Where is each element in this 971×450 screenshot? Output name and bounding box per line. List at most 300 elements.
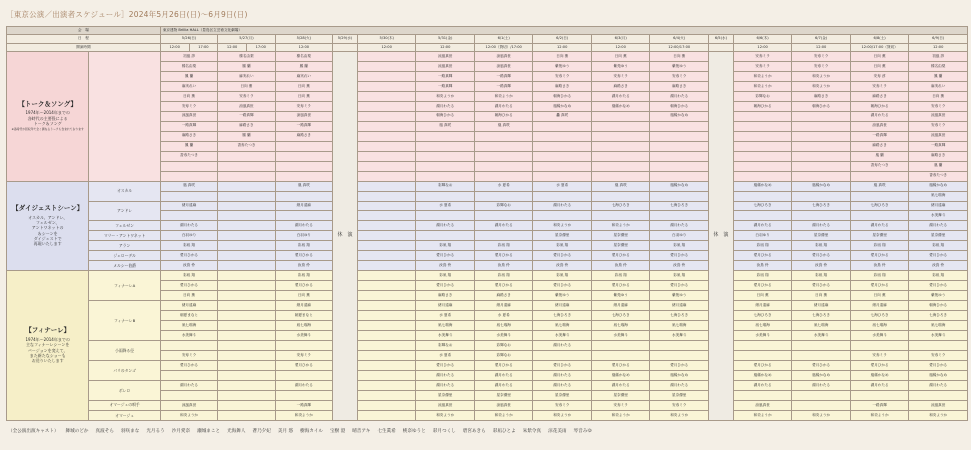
footer-cast-name: 真波そら [95,429,114,434]
cast-cell [357,231,416,241]
row-label: アラン [89,241,161,251]
footer-label: （全公演出演キャスト） [8,429,59,434]
row-label: オマージュ [89,410,161,420]
cast-cell: 凰 真咲 [416,121,475,131]
cast-cell [357,111,416,121]
cast-cell [218,181,275,191]
cast-cell: 湖月わたる [591,380,650,390]
cast-cell: 緒月遠麻 [275,301,332,311]
group-desc-line: ＆シーンを [37,230,58,236]
cast-cell: 星奈優里 [850,231,909,241]
cast-cell: 湖月わたる [533,370,592,380]
footer-cast-name: 涼花美雨 [548,429,567,434]
cast-cell [160,341,217,351]
cast-cell [218,410,275,420]
schedule-row [7,341,968,351]
cast-cell: 和央ようか [733,81,792,91]
cast-cell [357,390,416,400]
cast-cell [275,390,332,400]
cast-cell: 星奈優里 [792,231,851,241]
cast-cell: 汝鳥 伶 [416,261,475,271]
cast-cell: 涼風真世 [416,400,475,410]
row-label: オマージュの唄手 [89,400,161,410]
cast-cell: 日向 薫 [650,51,709,61]
cast-cell: 湖月わたる [416,370,475,380]
cast-cell: 汝鳥 伶 [275,261,332,271]
cast-cell [591,351,650,361]
cast-cell: 彩凪 翔 [909,271,968,281]
cast-cell: 凰稀かなめ [909,370,968,380]
cast-cell: 凪七瑠海 [416,321,475,331]
cast-cell: 汝鳥 伶 [160,261,217,271]
cast-cell [218,331,275,341]
cast-cell [416,171,475,181]
cast-cell: 彩凪 翔 [792,241,851,251]
cast-cell: 七海ひろき [850,311,909,321]
cast-cell: 麻路さき [792,91,851,101]
cast-cell: 朝海ひかる [416,111,475,121]
cast-cell [591,111,650,121]
cast-cell: 湖月わたる [533,201,592,211]
cast-cell: 湖月わたる [733,221,792,231]
cast-cell [733,211,792,221]
cast-cell: 愛月ひかる [474,251,533,261]
cast-cell [357,361,416,371]
cast-cell: 彩凪 翔 [591,271,650,281]
cast-cell [357,61,416,71]
cast-cell: 安寿ミラ [160,101,217,111]
time-header: 12:00/17:00（貸切） [850,43,909,51]
cast-cell: 湖月わたる [733,380,792,390]
cast-cell: 日向 薫 [591,51,650,61]
cast-cell [650,351,709,361]
group-cell [7,181,89,271]
footer-cast-name: 蒼乃夕妃 [252,429,271,434]
cast-cell [218,301,275,311]
cast-cell [733,171,792,181]
cast-cell: 涼風真世 [474,61,533,71]
cast-cell: 日向 薫 [160,291,217,301]
cast-cell [792,400,851,410]
cast-cell: 彩凪 翔 [275,271,332,281]
cast-cell: 麻実れい [275,71,332,81]
footer-cast [8,428,599,434]
date-header: 6/8(土) [850,35,909,43]
cast-cell: 涼風真世 [160,111,217,121]
row-label: オスカル [89,181,161,201]
cast-cell [357,91,416,101]
rest-cell: 休 演 [708,51,733,420]
footer-cast-name: 晴音アキ [352,429,371,434]
date-header: 6/1(土) [474,35,533,43]
cast-cell: 愛月ひかる [275,361,332,371]
cast-cell [533,161,592,171]
time-header: 12:00 [218,43,247,51]
group-cell [7,51,89,181]
cast-cell: 愛月ひかる [850,251,909,261]
row-label: マリー・アントワネット [89,231,161,241]
date-header: 6/6(木) [733,35,792,43]
date-header: 5/28(火) [275,35,332,43]
cast-cell: 朝海ひかる [792,101,851,111]
cast-cell: 愛月ひかる [792,281,851,291]
cast-cell: 七海ひろき [792,201,851,211]
cast-cell: 麻実れい [160,81,217,91]
cast-cell: 涼風真世 [850,121,909,131]
group-desc-line: 主なフィナーレシーンを [25,342,70,348]
cast-cell [218,191,275,201]
row-label: アンドレ [89,201,161,221]
time-header: 12:00 [591,43,650,51]
cast-cell [591,341,650,351]
row-label: パリのタンゴ [89,361,161,381]
cast-cell [850,171,909,181]
cast-cell [275,191,332,201]
cast-cell: 鳳 蘭 [218,61,275,71]
cast-cell: 榛名由梨 [218,51,275,61]
cast-cell: 一路真輝 [275,121,332,131]
schedule-row [7,201,968,211]
cast-cell: 湖月わたる [533,380,592,390]
cast-cell [357,161,416,171]
time-header: 12:00 [357,43,416,51]
schedule-row [7,410,968,420]
cast-cell: 水 夏希 [533,181,592,191]
time-header [333,43,358,51]
footer-cast-name: 宝樹 澄 [329,429,346,434]
cast-cell: 安寿ミラ [533,71,592,81]
cast-cell: 安寿ミラ [533,400,592,410]
group-desc-line: お送りいたします [31,358,64,364]
cast-cell: 安寿ミラ [909,121,968,131]
date-header: 5/29(水) [333,35,358,43]
cast-cell: 七海ひろき [850,201,909,211]
cast-cell [275,171,332,181]
cast-cell: 彩凪 翔 [533,241,592,251]
cast-cell [474,231,533,241]
cast-cell [160,191,217,201]
cast-cell [357,321,416,331]
cast-cell: 香寿たつき [909,171,968,181]
cast-cell: 湖月わたる [533,341,592,351]
cast-cell [416,151,475,161]
cast-cell: 香寿たつき [218,141,275,151]
cast-cell: 水美舞斗 [850,331,909,341]
cast-cell: 湖月わたる [416,380,475,390]
time-header: 12:00 [533,43,592,51]
cast-cell: 涼風真世 [909,131,968,141]
group-name: 【ダイジェストシーン】 [12,204,84,213]
cast-cell [357,410,416,420]
cast-cell: 安寿ミラ [792,51,851,61]
cast-cell: 凪七瑠海 [792,321,851,331]
cast-cell: 朝海ひかる [909,301,968,311]
cast-cell [733,151,792,161]
footer-cast-name: 瀬城まこと [197,429,221,434]
cast-cell [792,111,851,121]
cast-cell: 紫苑ゆう [591,291,650,301]
cast-cell: 愛月ひかる [909,281,968,291]
schedule-table [6,26,968,421]
cast-cell [416,131,475,141]
cast-cell: 日向 薫 [275,291,332,301]
cast-cell [591,121,650,131]
cast-cell: 彩輝なお [474,351,533,361]
cast-cell: 涼風真世 [416,51,475,61]
cast-cell: 湖月わたる [275,380,332,390]
cast-cell: 和央ようか [474,410,533,420]
cast-cell: 愛月ひかる [591,251,650,261]
cast-cell: 和央ようか [275,410,332,420]
cast-cell [909,390,968,400]
cast-cell: 日向 薫 [218,81,275,91]
schedule-row [7,380,968,390]
cast-cell: 和央ようか [416,410,475,420]
cast-cell [733,351,792,361]
cast-cell: 湖月わたる [474,370,533,380]
cast-cell: 湖月わたる [160,380,217,390]
cast-cell [218,241,275,251]
row-label: ジェローデル [89,251,161,261]
cast-cell [850,390,909,400]
cast-cell [650,171,709,181]
cast-cell [792,151,851,161]
cast-cell: 凰 真咲 [160,181,217,191]
cast-cell: 凰 蘭 [909,161,968,171]
cast-cell: 凪七瑠海 [591,321,650,331]
cast-cell: 凰稀かなめ [650,111,709,121]
time-header: 17:00 [246,43,275,51]
cast-cell: 安寿ミラ [650,400,709,410]
cast-cell: 彩凪 翔 [474,241,533,251]
footer-cast-name: 七生眞希 [377,429,396,434]
cast-cell [218,361,275,371]
cast-cell [733,390,792,400]
time-label: 開演時間 [7,43,161,51]
cast-cell: 彩凪 翔 [733,271,792,281]
cast-cell: 緒月遠麻 [275,201,332,211]
cast-cell: 朝海ひかる [474,111,533,121]
cast-cell [416,211,475,221]
date-header: 6/3(月) [591,35,650,43]
cast-cell: 湖月わたる [474,380,533,390]
cast-cell [357,351,416,361]
cast-cell: 凪七瑠海 [474,321,533,331]
cast-cell [733,111,792,121]
cast-cell [357,301,416,311]
cast-cell: 彩凪 翔 [733,241,792,251]
cast-cell [275,370,332,380]
cast-cell: 愛月ひかる [160,251,217,261]
cast-cell: 凰 真咲 [275,181,332,191]
cast-cell: 安寿ミラ [160,351,217,361]
cast-cell [650,151,709,161]
cast-cell: 白羽ゆり [733,231,792,241]
cast-cell: 凪七瑠海 [909,191,968,201]
cast-cell [218,291,275,301]
time-header [708,43,733,51]
cast-cell: 彩凪 翔 [850,271,909,281]
cast-cell: 一路真輝 [416,71,475,81]
cast-cell: 初風 諄 [909,51,968,61]
cast-cell: 一路真輝 [909,141,968,151]
cast-cell: 麻路さき [474,291,533,301]
cast-cell: 朝海ひかる [850,101,909,111]
cast-cell [416,161,475,171]
time-header: 12:00 [733,43,792,51]
cast-cell [733,191,792,201]
cast-cell [792,191,851,201]
cast-cell: 朝海ひかる [733,101,792,111]
cast-cell: 星奈優里 [533,231,592,241]
cast-cell [357,380,416,390]
cast-cell: 麻路さき [533,81,592,91]
cast-cell: 安寿ミラ [733,51,792,61]
cast-cell: 日向 薫 [533,51,592,61]
cast-cell: 鳳 蘭 [275,61,332,71]
cast-cell: 安寿ミラ [591,71,650,81]
cast-cell [218,390,275,400]
cast-cell: 和央ようか [650,410,709,420]
cast-cell: 彩凪 翔 [474,271,533,281]
cast-cell: 安寿ミラ [792,61,851,71]
cast-cell: 湖月わたる [650,221,709,231]
cast-cell [792,121,851,131]
cast-cell: 水 夏希 [416,201,475,211]
cast-cell [792,390,851,400]
cast-cell: 日向 薫 [850,61,909,71]
cast-cell: 緒月遠麻 [160,201,217,211]
cast-cell: 愛月ひかる [850,281,909,291]
group-desc [7,337,88,364]
cast-cell: 湖月わたる [416,221,475,231]
cast-cell [474,131,533,141]
cast-cell: 愛月ひかる [416,361,475,371]
cast-cell [357,171,416,181]
cast-cell: 安寿ミラ [275,351,332,361]
cast-cell: 紫苑ゆう [650,61,709,71]
cast-cell: 水美舞斗 [474,331,533,341]
cast-cell [850,211,909,221]
cast-cell: 白羽ゆり [275,231,332,241]
cast-cell: 水 夏希 [474,181,533,191]
cast-cell: 麻実れい [909,81,968,91]
date-header: 6/7(金) [792,35,851,43]
cast-cell: 安寿ミラ [275,101,332,111]
group-desc-line: 1974年～2014年までの [25,336,70,342]
cast-cell: 彩凪 翔 [650,241,709,251]
cast-cell: 日向 薫 [275,91,332,101]
cast-cell: 一路真輝 [474,81,533,91]
cast-cell: 水美舞斗 [733,331,792,341]
cast-cell: 日向 薫 [850,291,909,301]
footer-cast-name: 碧宮あきら [462,429,486,434]
cast-cell: 凰稀かなめ [733,181,792,191]
cast-cell: 緒月遠麻 [416,301,475,311]
cast-cell [533,191,592,201]
cast-cell: 紫苑ゆう [650,291,709,301]
cast-cell: 緒月遠麻 [733,301,792,311]
group-cell [7,271,89,421]
cast-cell: 水美舞斗 [533,331,592,341]
cast-cell [474,171,533,181]
date-header: 5/26(日) [160,35,217,43]
cast-cell [218,321,275,331]
cast-cell: 凰稀かなめ [650,370,709,380]
row-label: メルシー伯爵 [89,261,161,271]
cast-cell: 愛月ひかる [733,251,792,261]
cast-cell [533,131,592,141]
group-desc [7,110,88,126]
cast-cell [792,161,851,171]
cast-cell: 七海ひろき [733,201,792,211]
cast-cell: 朝海ひかる [533,91,592,101]
cast-cell: 香寿たつき [850,161,909,171]
cast-cell [591,131,650,141]
cast-cell: 湖月わたる [591,91,650,101]
cast-cell [733,161,792,171]
cast-cell [160,171,217,181]
row-label: フィナーレA [89,271,161,301]
cast-cell: 凪七瑠海 [650,321,709,331]
cast-cell: 凰稀かなめ [792,181,851,191]
cast-cell: 一路真輝 [218,111,275,121]
cast-cell: 緒月遠麻 [850,301,909,311]
cast-cell: 日向 薫 [733,291,792,301]
cast-cell [160,390,217,400]
cast-cell: 白羽ゆり [160,231,217,241]
cast-cell: 愛月ひかる [650,281,709,291]
cast-cell: 愛月ひかる [792,361,851,371]
cast-cell: 愛月ひかる [275,281,332,291]
cast-cell [160,211,217,221]
cast-cell: 湖月わたる [416,101,475,111]
time-header: 12:00 [416,43,475,51]
cast-cell: 汝鳥 伶 [650,261,709,271]
cast-cell [275,161,332,171]
cast-cell: 凪七瑠海 [533,321,592,331]
cast-cell [474,161,533,171]
cast-cell [357,331,416,341]
cast-cell: 水美舞斗 [275,331,332,341]
cast-cell [218,341,275,351]
cast-cell [357,261,416,271]
cast-cell [733,131,792,141]
time-header: 12:00 [792,43,851,51]
cast-cell [792,341,851,351]
cast-cell: 湖月わたる [792,380,851,390]
cast-cell [357,291,416,301]
cast-cell: 水美舞斗 [160,331,217,341]
group-desc-line: フェルゼン、 [35,219,60,225]
cast-cell: 一路真輝 [160,121,217,131]
cast-cell: 七海ひろき [533,311,592,321]
time-header: 17:00 [189,43,218,51]
cast-cell: 凰 蘭 [850,151,909,161]
cast-cell: 愛月ひかる [591,281,650,291]
cast-cell [792,141,851,151]
cast-cell: 水美舞斗 [792,331,851,341]
cast-cell [218,271,275,281]
cast-cell: 凪七瑠海 [909,321,968,331]
cast-cell: 和央ようか [416,91,475,101]
group-desc [7,215,88,247]
schedule-row [7,271,968,281]
cast-cell [357,370,416,380]
cast-cell: 涼風真世 [218,101,275,111]
venue-name: 東京建物 Brillia HALL（豊島区立芸術文化劇場） [160,27,967,35]
group-name: 【トーク＆ソング】 [18,99,77,108]
